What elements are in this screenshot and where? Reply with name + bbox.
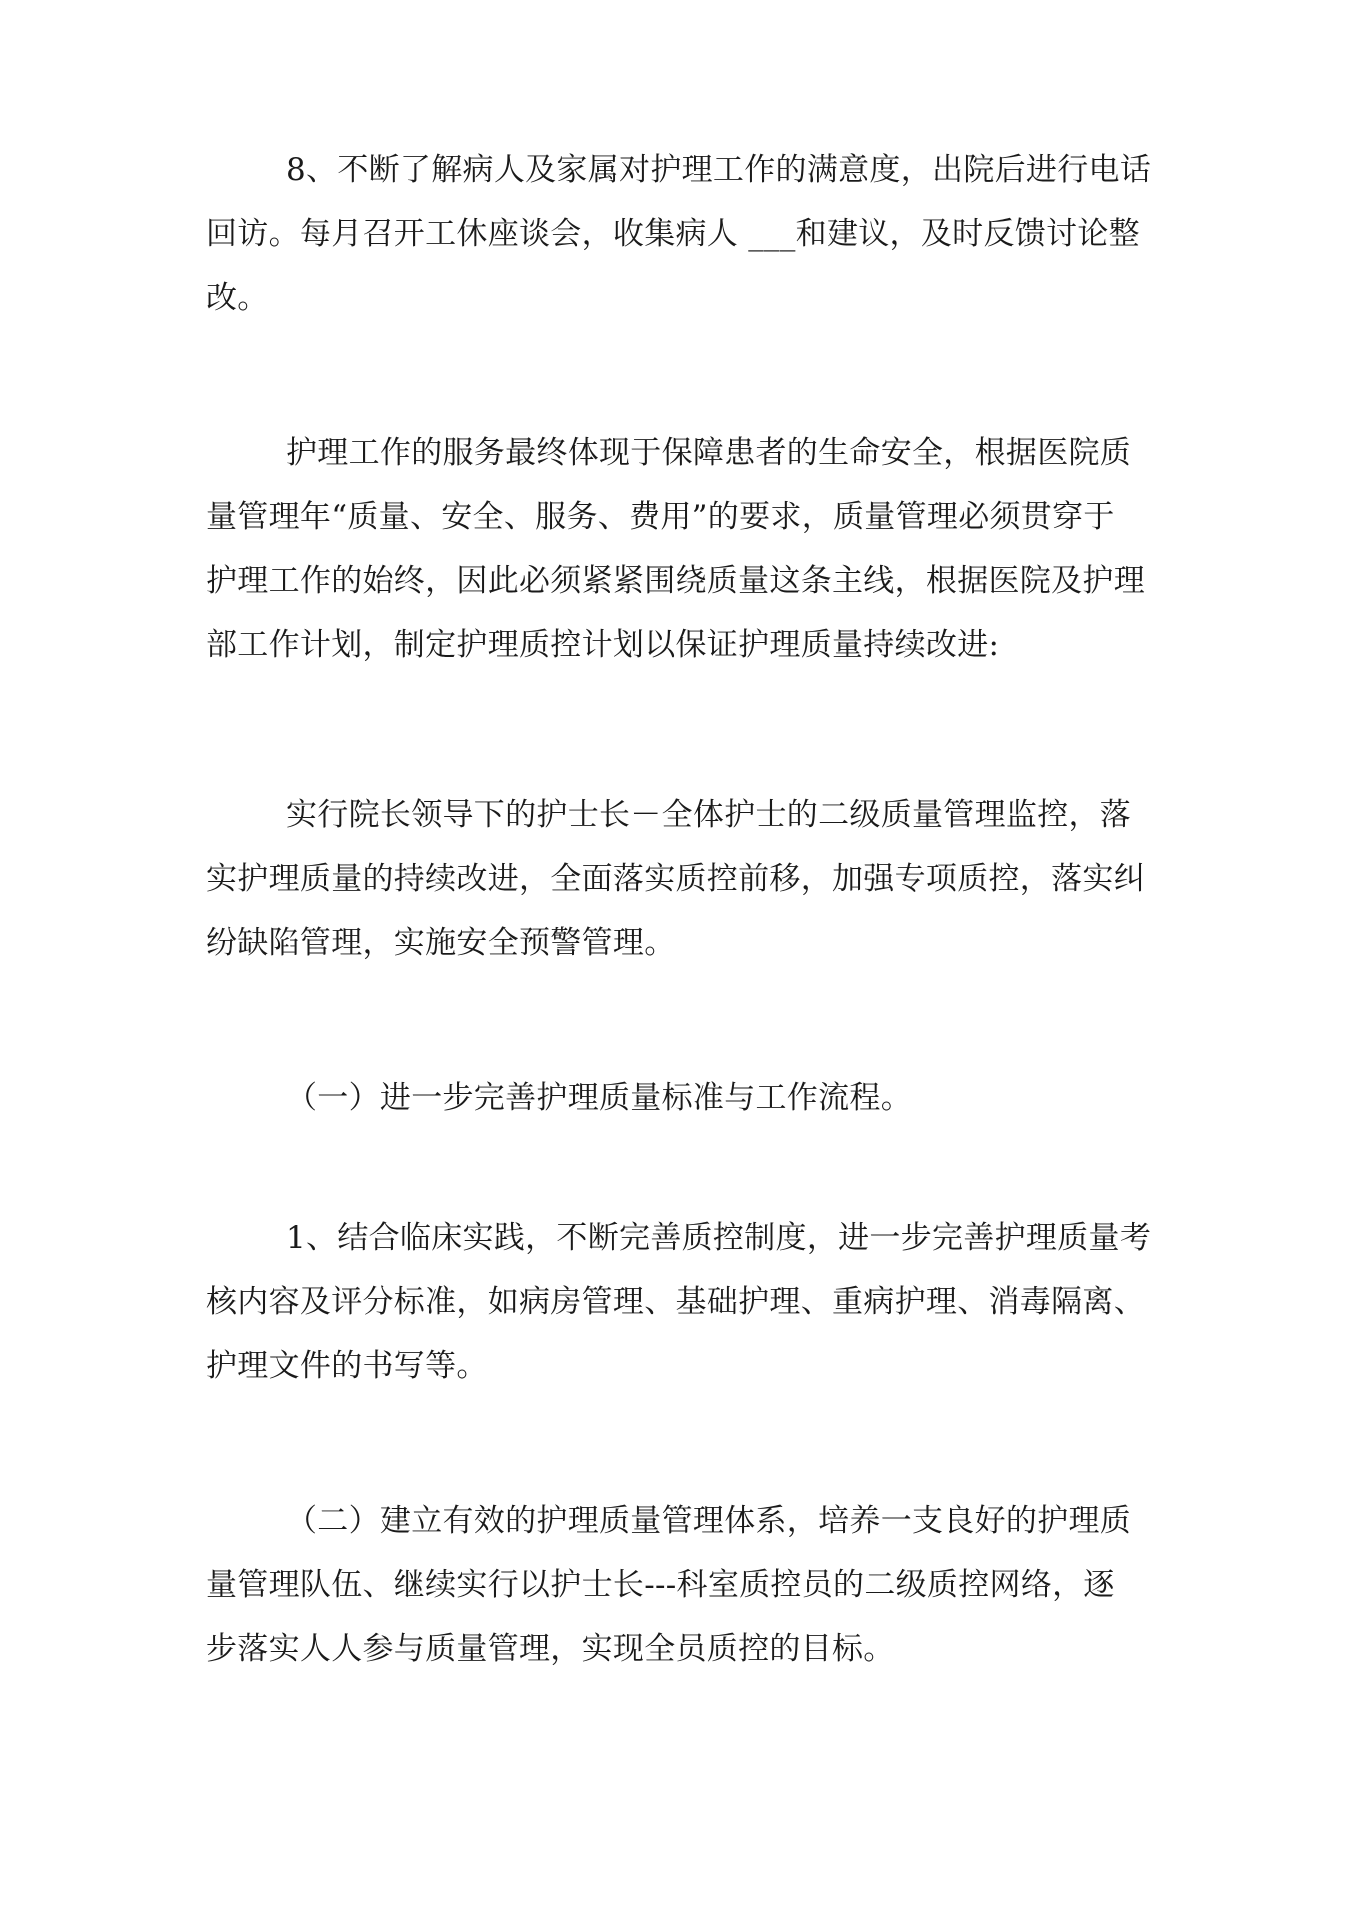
paragraph-line: 8、不断了解病人及家属对护理工作的满意度，出院后进行电话 xyxy=(286,152,1152,188)
paragraph-line: 量管理年“质量、安全、服务、费用”的要求，质量管理必须贯穿于 xyxy=(206,499,1115,535)
paragraph-line: 部工作计划，制定护理质控计划以保证护理质量持续改进: xyxy=(206,627,1000,663)
paragraph-line: （二）建立有效的护理质量管理体系，培养一支良好的护理质 xyxy=(286,1503,1132,1539)
paragraph-line: 纷缺陷管理，实施安全预警管理。 xyxy=(206,925,676,961)
section-heading-1 xyxy=(206,1066,1186,1130)
paragraph-item-1 xyxy=(206,1206,1186,1398)
paragraph-line: 量管理队伍、继续实行以护士长---科室质控员的二级质控网络，逐 xyxy=(206,1567,1115,1603)
paragraph-line: 实护理质量的持续改进，全面落实质控前移，加强专项质控，落实纠 xyxy=(206,861,1145,897)
paragraph-line: 核内容及评分标准，如病房管理、基础护理、重病护理、消毒隔离、 xyxy=(206,1284,1145,1320)
paragraph-line: 回访。每月召开工休座谈会，收集病人 ___和建议，及时反馈讨论整 xyxy=(206,216,1140,252)
paragraph-line: 护理工作的服务最终体现于保障患者的生命安全，根据医院质 xyxy=(286,435,1132,471)
section-heading-line: （一）进一步完善护理质量标准与工作流程。 xyxy=(286,1080,912,1116)
paragraph-line: 1、结合临床实践，不断完善质控制度，进一步完善护理质量考 xyxy=(286,1220,1152,1256)
paragraph-management xyxy=(206,783,1186,975)
paragraph-line: 护理工作的始终，因此必须紧紧围绕质量这条主线，根据医院及护理 xyxy=(206,563,1145,599)
paragraph-intro xyxy=(206,421,1186,677)
paragraph-line: 实行院长领导下的护士长－全体护士的二级质量管理监控，落 xyxy=(286,797,1132,833)
paragraph-item-8 xyxy=(206,138,1186,330)
section-heading-2 xyxy=(206,1489,1186,1681)
paragraph-line: 步落实人人参与质量管理，实现全员质控的目标。 xyxy=(206,1631,895,1667)
paragraph-line: 改。 xyxy=(206,280,269,316)
paragraph-line: 护理文件的书写等。 xyxy=(206,1348,488,1384)
